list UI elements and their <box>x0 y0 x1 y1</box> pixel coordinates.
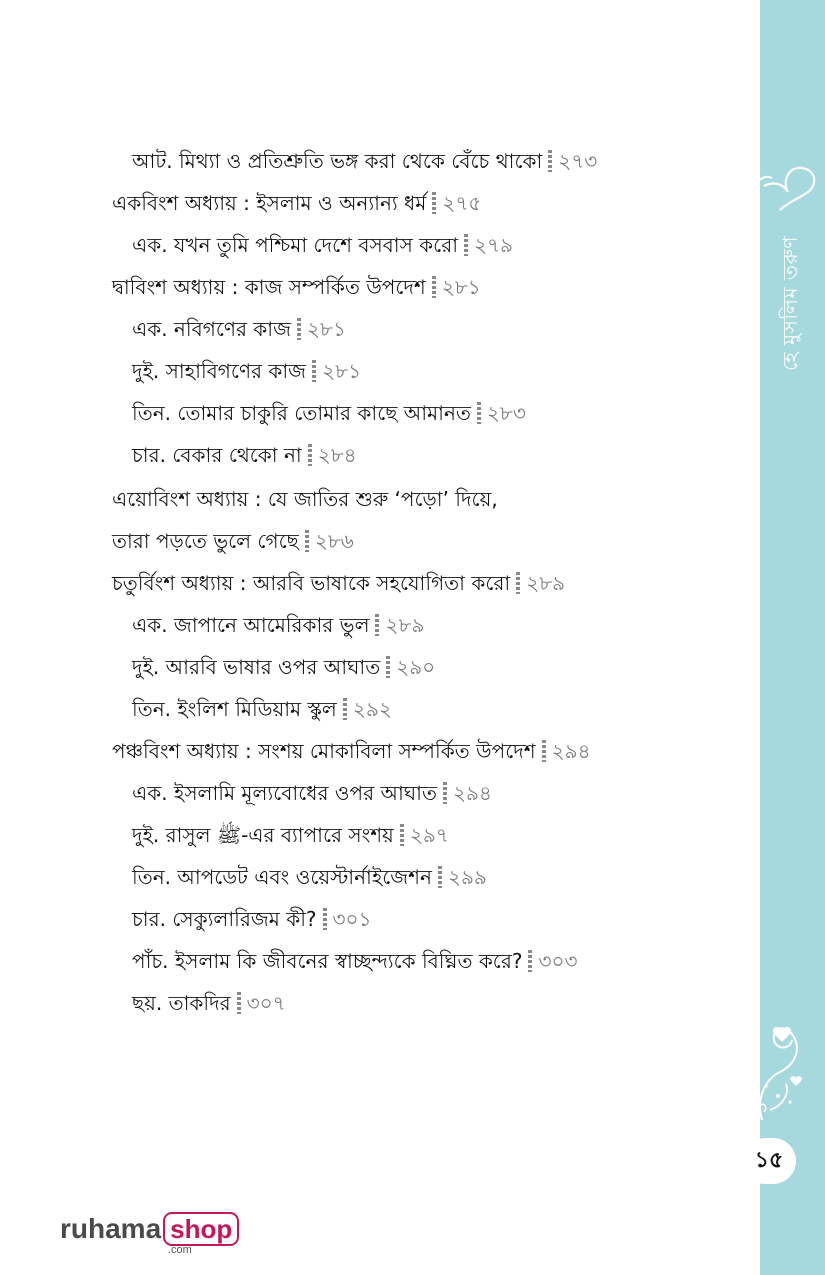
toc-entry-page: ২৭৯ <box>474 233 514 257</box>
book-title-vertical: হে মুসলিম তরুণ <box>777 235 802 371</box>
toc-entry-page: ২৮৯ <box>526 571 566 595</box>
toc-entry-page: ২৮৯ <box>385 613 425 637</box>
toc-entry <box>132 652 435 682</box>
toc-entry-page: ২৯৪ <box>551 739 591 763</box>
ruhamashop-logo <box>60 1212 239 1256</box>
toc-entry-title: তিন. তোমার চাকুরি তোমার কাছে আমানত <box>132 401 471 425</box>
toc-entry <box>132 778 492 808</box>
toc-chapter-entry <box>112 484 498 514</box>
toc-entry <box>132 398 526 428</box>
toc-entry-page: ২৭৫ <box>442 191 482 215</box>
dotted-separator <box>375 614 379 636</box>
toc-entry <box>132 146 597 176</box>
toc-entry <box>132 314 346 344</box>
toc-entry-title: চার. বেকার থেকো না <box>132 443 302 467</box>
toc-entry-title: একবিংশ অধ্যায় : ইসলাম ও অন্যান্য ধর্ম <box>112 191 427 215</box>
toc-entry-title: পাঁচ. ইসলাম কি জীবনের স্বাচ্ছন্দ্যকে বিঘ্নিত করে? <box>132 949 523 973</box>
toc-entry-page: ২৮১ <box>307 317 346 341</box>
logo-brand-text: ruhama <box>60 1213 162 1244</box>
toc-entry <box>132 694 392 724</box>
dotted-separator <box>297 318 301 340</box>
toc-chapter-entry <box>112 188 481 218</box>
toc-entry <box>132 356 361 386</box>
toc-entry-title: তারা পড়তে ভুলে গেছে <box>112 529 299 553</box>
toc-entry-title: চতুর্বিংশ অধ্যায় : আরবি ভাষাকে সহযোগিতা করো <box>112 571 511 595</box>
toc-entry <box>132 988 286 1018</box>
toc-entry-title: এক. নবিগণের কাজ <box>132 317 291 341</box>
dotted-separator <box>308 444 312 466</box>
toc-entry-page: ২৮১ <box>441 275 481 299</box>
toc-entry-page: ২৯২ <box>352 697 392 721</box>
toc-entry-title: দুই. রাসুল ﷺ-এর ব্যাপারে সংশয় <box>132 823 394 847</box>
toc-entry-title: এক. যখন তুমি পশ্চিমা দেশে বসবাস করো <box>132 233 459 257</box>
dotted-separator <box>528 950 532 972</box>
dotted-separator <box>443 782 447 804</box>
dotted-separator <box>548 150 552 172</box>
dotted-separator <box>477 402 481 424</box>
toc-entry <box>132 440 357 470</box>
toc-entry-title: ছয়. তাকদির <box>132 991 231 1015</box>
toc-entry <box>132 610 424 640</box>
toc-entry-page: ৩০১ <box>332 907 372 931</box>
toc-entry-page: ২৯০ <box>396 655 436 679</box>
dotted-separator <box>516 572 520 594</box>
toc-entry <box>132 820 449 850</box>
dotted-separator <box>343 698 347 720</box>
toc-chapter-entry-continued <box>112 526 354 556</box>
dotted-separator <box>323 908 327 930</box>
dotted-separator <box>542 740 546 762</box>
toc-chapter-entry <box>112 568 565 598</box>
page-number: ১৫ <box>742 1138 796 1184</box>
toc-entry-title: দ্বাবিংশ অধ্যায় : কাজ সম্পর্কিত উপদেশ <box>112 275 426 299</box>
toc-entry-title: এয়োবিংশ অধ্যায় : যে জাতির শুরু ‘পড়ো’ দিয়ে, <box>112 487 498 511</box>
toc-entry-title: পঞ্চবিংশ অধ্যায় : সংশয় মোকাবিলা সম্পর্কিত উপদেশ <box>112 739 536 763</box>
logo-domain-text: .com <box>168 1244 192 1256</box>
toc-entry-page: ২৯৭ <box>409 823 449 847</box>
floral-swirl-icon <box>752 1010 812 1130</box>
dotted-separator <box>305 530 309 552</box>
toc-entry-title: তিন. আপডেট এবং ওয়েস্টার্নাইজেশন <box>132 865 432 889</box>
toc-entry-page: ২৯৯ <box>447 865 487 889</box>
toc-entry <box>132 862 487 892</box>
dotted-separator <box>464 234 468 256</box>
toc-entry-page: ৩০৩ <box>538 949 578 973</box>
dotted-separator <box>312 360 316 382</box>
toc-entry-page: ২৮৩ <box>486 401 526 425</box>
toc-entry <box>132 904 372 934</box>
toc-entry-title: এক. ইসলামি মূল্যবোধের ওপর আঘাত <box>132 781 437 805</box>
toc-entry-page: ২৮১ <box>322 359 362 383</box>
toc-entry-page: ২৯৪ <box>452 781 492 805</box>
toc-entry-title: এক. জাপানে আমেরিকার ভুল <box>132 613 370 637</box>
toc-entry-title: আট. মিথ্যা ও প্রতিশ্রুতি ভঙ্গ করা থেকে বেঁচে থাকো <box>132 149 543 173</box>
dotted-separator <box>438 866 442 888</box>
toc-chapter-entry <box>112 736 591 766</box>
dotted-separator <box>400 824 404 846</box>
toc-entry <box>132 946 577 976</box>
logo-shop-text: shop <box>163 1212 239 1246</box>
dotted-separator <box>237 992 241 1014</box>
toc-entry-page: ২৮৬ <box>314 529 354 553</box>
dotted-separator <box>386 656 390 678</box>
dotted-separator <box>432 276 436 298</box>
toc-entry-page: ২৭৩ <box>558 149 598 173</box>
toc-entry-title: তিন. ইংলিশ মিডিয়াম স্কুল <box>132 697 337 721</box>
toc-entry <box>132 230 513 260</box>
toc-entry-page: ২৮৪ <box>317 443 357 467</box>
toc-chapter-entry <box>112 272 481 302</box>
toc-entry-title: দুই. আরবি ভাষার ওপর আঘাত <box>132 655 381 679</box>
toc-entry-title: চার. সেক্যুলারিজম কী? <box>132 907 317 931</box>
dotted-separator <box>432 192 436 214</box>
toc-entry-page: ৩০৭ <box>246 991 286 1015</box>
toc-entry-title: দুই. সাহাবিগণের কাজ <box>132 359 307 383</box>
